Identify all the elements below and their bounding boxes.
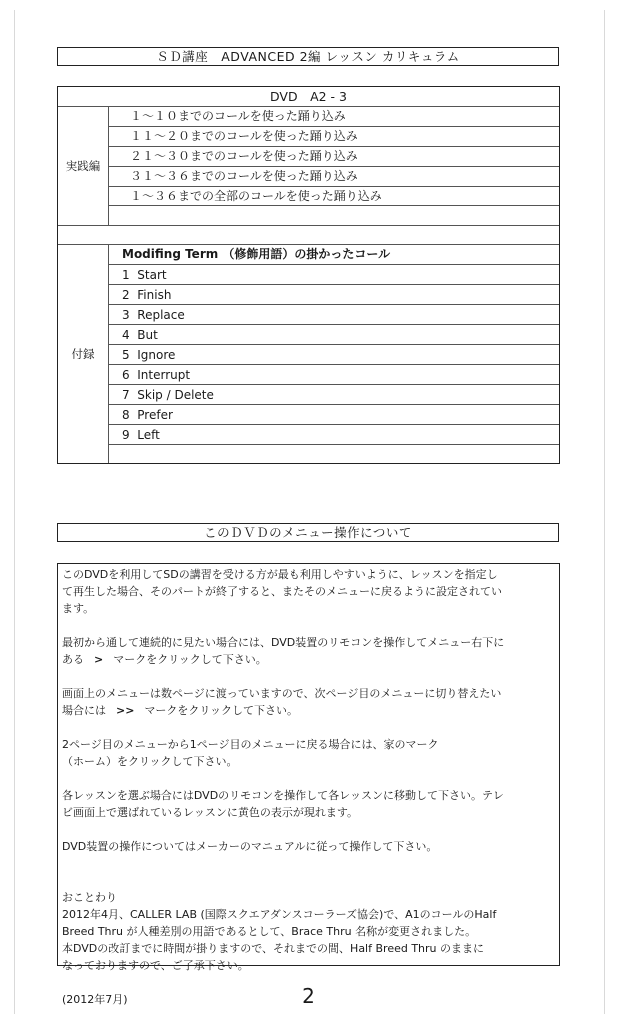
notice-title: おことわり — [62, 891, 117, 904]
notice: おことわり 2012年4月、CALLER LAB (国際スクエアダンスコーラーズ協会)で、A1のコールのHalf Breed Thru が人種差別の用語であるとして、Brace Thru 名称が変更されました。 本DVDの改訂までに時間が掛りますので、それまでの間、Half Breed Thru のままに なっておりますので、ご了承下さい。 — [62, 891, 497, 972]
paragraph-intro: このDVDを利用してSDの講習を受ける方が最も利用しやすいように、レッスンを指定し て再生した場合、そのパートが終了すると、またそのメニューに戻るように設定されてい ます。 — [62, 568, 502, 615]
next-page-mark-symbol: >> — [116, 704, 135, 717]
paragraph-continuous: 最初から通して連続的に見たい場合には、DVD装置のリモコンを操作してメニュー右下に ある > マークをクリックして下さい。 — [62, 636, 505, 666]
appendix-row-7: 7 Skip / Delete — [122, 388, 214, 402]
appendix-row-6: 6 Interrupt — [122, 368, 191, 382]
date-note: (2012年7月) — [62, 993, 128, 1006]
menu-info-title: このＤＶＤのメニュー操作について — [57, 523, 559, 542]
practice-row-2: １１～２０までのコールを使った踊り込み — [130, 129, 358, 143]
dvd-header: DVD A2 - 3 — [270, 89, 347, 104]
appendix-row-2: 2 Finish — [122, 288, 172, 302]
curriculum-table — [57, 86, 560, 464]
appendix-row-1: 1 Start — [122, 268, 167, 282]
appendix-label: 付録 — [71, 347, 95, 361]
paragraph-lesson-select: 各レッスンを選ぶ場合にはDVDのリモコンを操作して各レッスンに移動して下さい。テレ ビ画面上で選ばれているレッスンに黄色の表示が現れます。 — [62, 789, 504, 819]
practice-label: 実践編 — [65, 159, 101, 173]
appendix-row-5: 5 Ignore — [122, 348, 176, 362]
appendix-row-3: 3 Replace — [122, 308, 185, 322]
appendix-header: Modifing Term （修飾用語）の掛かったコール — [122, 247, 391, 261]
paragraph-pages: 画面上のメニューは数ページに渡っていますので、次ページ目のメニューに切り替えたい 場合には >> マークをクリックして下さい。 — [62, 687, 502, 717]
appendix-row-8: 8 Prefer — [122, 408, 173, 422]
paragraph-manual: DVD装置の操作についてはメーカーのマニュアルに従って操作して下さい。 — [62, 840, 438, 853]
page-number: 2 — [302, 984, 315, 1008]
appendix-row-9: 9 Left — [122, 428, 160, 442]
practice-row-4: ３１～３６までのコールを使った踊り込み — [130, 169, 358, 183]
practice-row-3: ２１～３０までのコールを使った踊り込み — [130, 149, 358, 163]
practice-row-5: １～３６までの全部のコールを使った踊り込み — [130, 189, 382, 203]
paragraph-home: 2ページ目のメニューから1ページ目のメニューに戻る場合には、家のマーク （ホーム）をクリックして下さい。 — [62, 738, 439, 768]
curriculum-title: ＳＤ講座 ADVANCED 2編 レッスン カリキュラム — [57, 47, 559, 66]
menu-info-box — [57, 563, 560, 1006]
appendix-row-4: 4 But — [122, 328, 158, 342]
next-mark-symbol: > — [94, 653, 104, 666]
practice-row-1: １～１０までのコールを使った踊り込み — [130, 109, 346, 123]
